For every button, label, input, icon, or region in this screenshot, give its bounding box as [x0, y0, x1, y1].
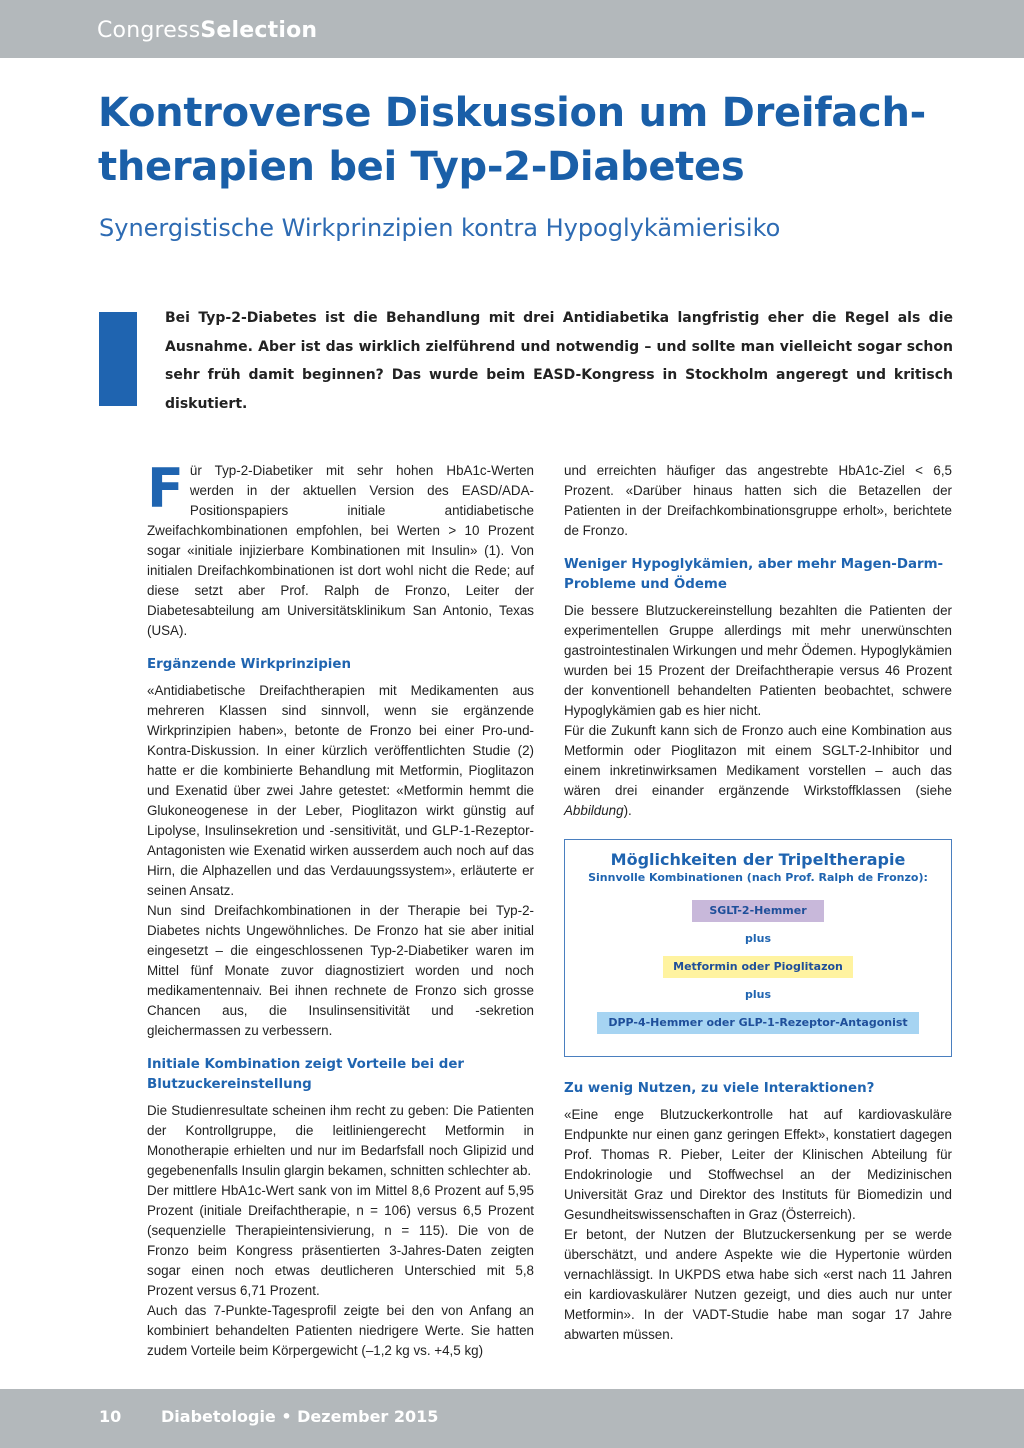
plus-label: plus [744, 932, 772, 945]
paragraph [564, 721, 952, 821]
paragraph: und erreichten häufiger das angestrebte HbA1c-Ziel < 6,5 Prozent. «Darüber hinaus hatten sich die Betazellen der Patienten in der Dreifachkombinationsgruppe erholt», berichtete de Fronzo. [564, 463, 952, 538]
option-dpp4-glp1: DPP-4-Hemmer oder GLP-1-Rezeptor-Antagonist [597, 1012, 919, 1034]
paragraph: Die bessere Blutzuckereinstellung bezahlten die Patienten der experimentellen Gruppe allerdings mit mehr unerwünschten gastrointestinalen Wirkungen und mehr Ödemen. Hypoglykämien wurden bei 15 Prozent der Dreifachtherapie versus 46 Prozent der konventionell behandelten Patienten beobachtet, schwere Hypoglykämien gab es hier nicht. [564, 603, 952, 718]
paragraph-text: ür Typ-2-Diabetiker mit sehr hohen HbA1c-Werten werden in der aktuellen Version des EASD/ADA-Positionspapiers initiale antidiabetische Zweifachkombinationen empfohlen, bei Werten > 10 Prozent sogar «initiale injizierbare Kombinationen mit Insulin» (1). Von initialen Dreifachkombinationen ist dort wohl nicht die Rede; auf diese setzt aber Prof. Ralph de Fronzo, Leiter der Diabetesabteilung am Universitätsklinikum San Antonio, Texas (USA). [147, 463, 534, 638]
column-left [147, 457, 534, 1361]
option-metformin: Metformin oder Pioglitazon [663, 956, 853, 978]
page-number: 10 [99, 1407, 122, 1426]
section-heading: Zu wenig Nutzen, zu viele Interaktionen? [564, 1081, 875, 1096]
paragraph: Die Studienresultate scheinen ihm recht zu geben: Die Patienten der Kontrollgruppe, die leitliniengerecht Metformin in Monotherapie erhielten und nur im Bedarfsfall noch Glipizid und gegebenenfalls Insulin glargin bekamen, schnitten schlechter ab. [147, 1103, 534, 1178]
option-sglt2: SGLT-2-Hemmer [692, 900, 824, 922]
section-heading: Weniger Hypoglykämien, aber mehr Magen-Darm-Probleme und Ödeme [564, 557, 944, 592]
lead-paragraph: Bei Typ-2-Diabetes ist die Behandlung mit drei Antidiabetika langfristig eher die Regel als die Ausnahme. Aber ist das wirklich zielführend und notwendig – und sollte man vielleicht sogar schon sehr früh damit beginnen? Das wurde beim EASD-Kongress in Stockholm angeregt und kritisch diskutiert. [165, 310, 953, 412]
drop-cap: F [147, 457, 184, 520]
brand-light: Congress [97, 18, 201, 43]
figure-title: Möglichkeiten der Tripeltherapie [610, 850, 906, 869]
journal-info: Diabetologie • Dezember 2015 [161, 1407, 439, 1426]
section-heading: Initiale Kombination zeigt Vorteile bei der Blutzuckereinstellung [147, 1057, 465, 1092]
paragraph: Nun sind Dreifachkombinationen in der Therapie bei Typ-2-Diabetes nichts Ungewöhnliches. De Fronzo hat sie aber initial eingesetzt – die eingeschlossenen Typ-2-Diabetiker waren im Mittel fünf Monate zuvor diagnostiziert worden und noch medikamentennaiv. Bei ihnen rechnete de Fronzo sich grosse Chancen aus, die Insulinsensitivität und -sekretion gleichermassen zu verbessern. [147, 903, 534, 1038]
footer-bar [0, 1389, 1024, 1448]
paragraph: «Eine enge Blutzuckerkontrolle hat auf kardiovaskuläre Endpunkte nur einen ganz geringen Effekt», konstatiert dagegen Prof. Thomas R. Pieber, Leiter der Klinischen Abteilung für Endokrinologie und Stoffwechsel an der Medizinischen Universität Graz und Direktor des Instituts für Biomedizin und Gesundheitswissenschaften in Graz (Österreich). [564, 1107, 952, 1222]
paragraph: Auch das 7-Punkte-Tagesprofil zeigte bei den von Anfang an kombiniert behandelten Patienten niedrigere Werte. Sie hatten zudem Vorteile beim Körpergewicht (–1,2 kg vs. +4,5 kg) [147, 1303, 534, 1358]
congress-selection-logo [97, 18, 317, 43]
paragraph: Er betont, der Nutzen der Blutzuckersenkung per se werde überschätzt, und andere Aspekte wie die Hypertonie würden vernachlässigt. In UKPDS etwa habe sich «erst nach 11 Jahren ein kardiovaskulärer Nutzen gezeigt, und dies auch nur unter Metformin». In der VADT-Studie habe man sogar 17 Jahre abwarten müssen. [564, 1227, 952, 1342]
brand-bold: Selection [200, 18, 318, 43]
article-subtitle: Synergistische Wirkprinzipien kontra Hypoglykämierisiko [99, 214, 781, 242]
paragraph [147, 457, 534, 641]
tripletherapy-figure-box [564, 839, 952, 1057]
header-bar [0, 0, 1024, 58]
paragraph: Der mittlere HbA1c-Wert sank von im Mittel 8,6 Prozent auf 5,95 Prozent (initiale Dreifachtherapie, n = 106) versus 6,5 Prozent (sequenzielle Therapieintensivierung, n = 115). Die von de Fronzo beim Kongress präsentierten 3-Jahres-Daten zeigten sogar einen noch etwas deutlicheren Unterschied mit 5,8 Prozent versus 6,71 Prozent. [147, 1183, 534, 1298]
section-heading: Ergänzende Wirkprinzipien [147, 657, 351, 672]
paragraph: «Antidiabetische Dreifachtherapien mit Medikamenten aus mehreren Klassen sind sinnvoll, wenn sie ergänzende Wirkprinzipien haben», betonte de Fronzo bei einer Pro-und-Kontra-Diskussion. In einer kürzlich veröffentlichten Studie (2) hatte er die kombinierte Behandlung mit Metformin, Pioglitazon und Exenatid über zwei Jahre getestet: «Metformin hemmt die Glukoneogenese in der Leber, Pioglitazon wirkt günstig auf Lipolyse, Insulinsekretion und -sensitivität, und GLP-1-Rezeptor-Antagonisten wie Exenatid wirken ausserdem auch noch auf das Hirn, die Alphazellen und das Verdauungssystem», erläuterte er seinen Ansatz. [147, 683, 534, 898]
figure-subtitle: Sinnvolle Kombinationen (nach Prof. Ralph de Fronzo): [588, 871, 928, 884]
article-title: Kontroverse Diskussion um Dreifach-therapien bei Typ-2-Diabetes [98, 90, 926, 190]
plus-label: plus [744, 988, 772, 1001]
paragraph-text: ). [623, 803, 632, 818]
column-right [564, 461, 952, 1345]
lead-accent-bar [99, 312, 137, 406]
paragraph-text: Für die Zukunft kann sich de Fronzo auch eine Kombination aus Metformin oder Pioglitazon mit einem SGLT-2-Inhibitor und einem inkretinwirksamen Medikament vorstellen – auch das wären drei einander ergänzende Wirkstoffklassen (siehe [564, 723, 952, 798]
figure-reference: Abbildung [564, 803, 624, 818]
